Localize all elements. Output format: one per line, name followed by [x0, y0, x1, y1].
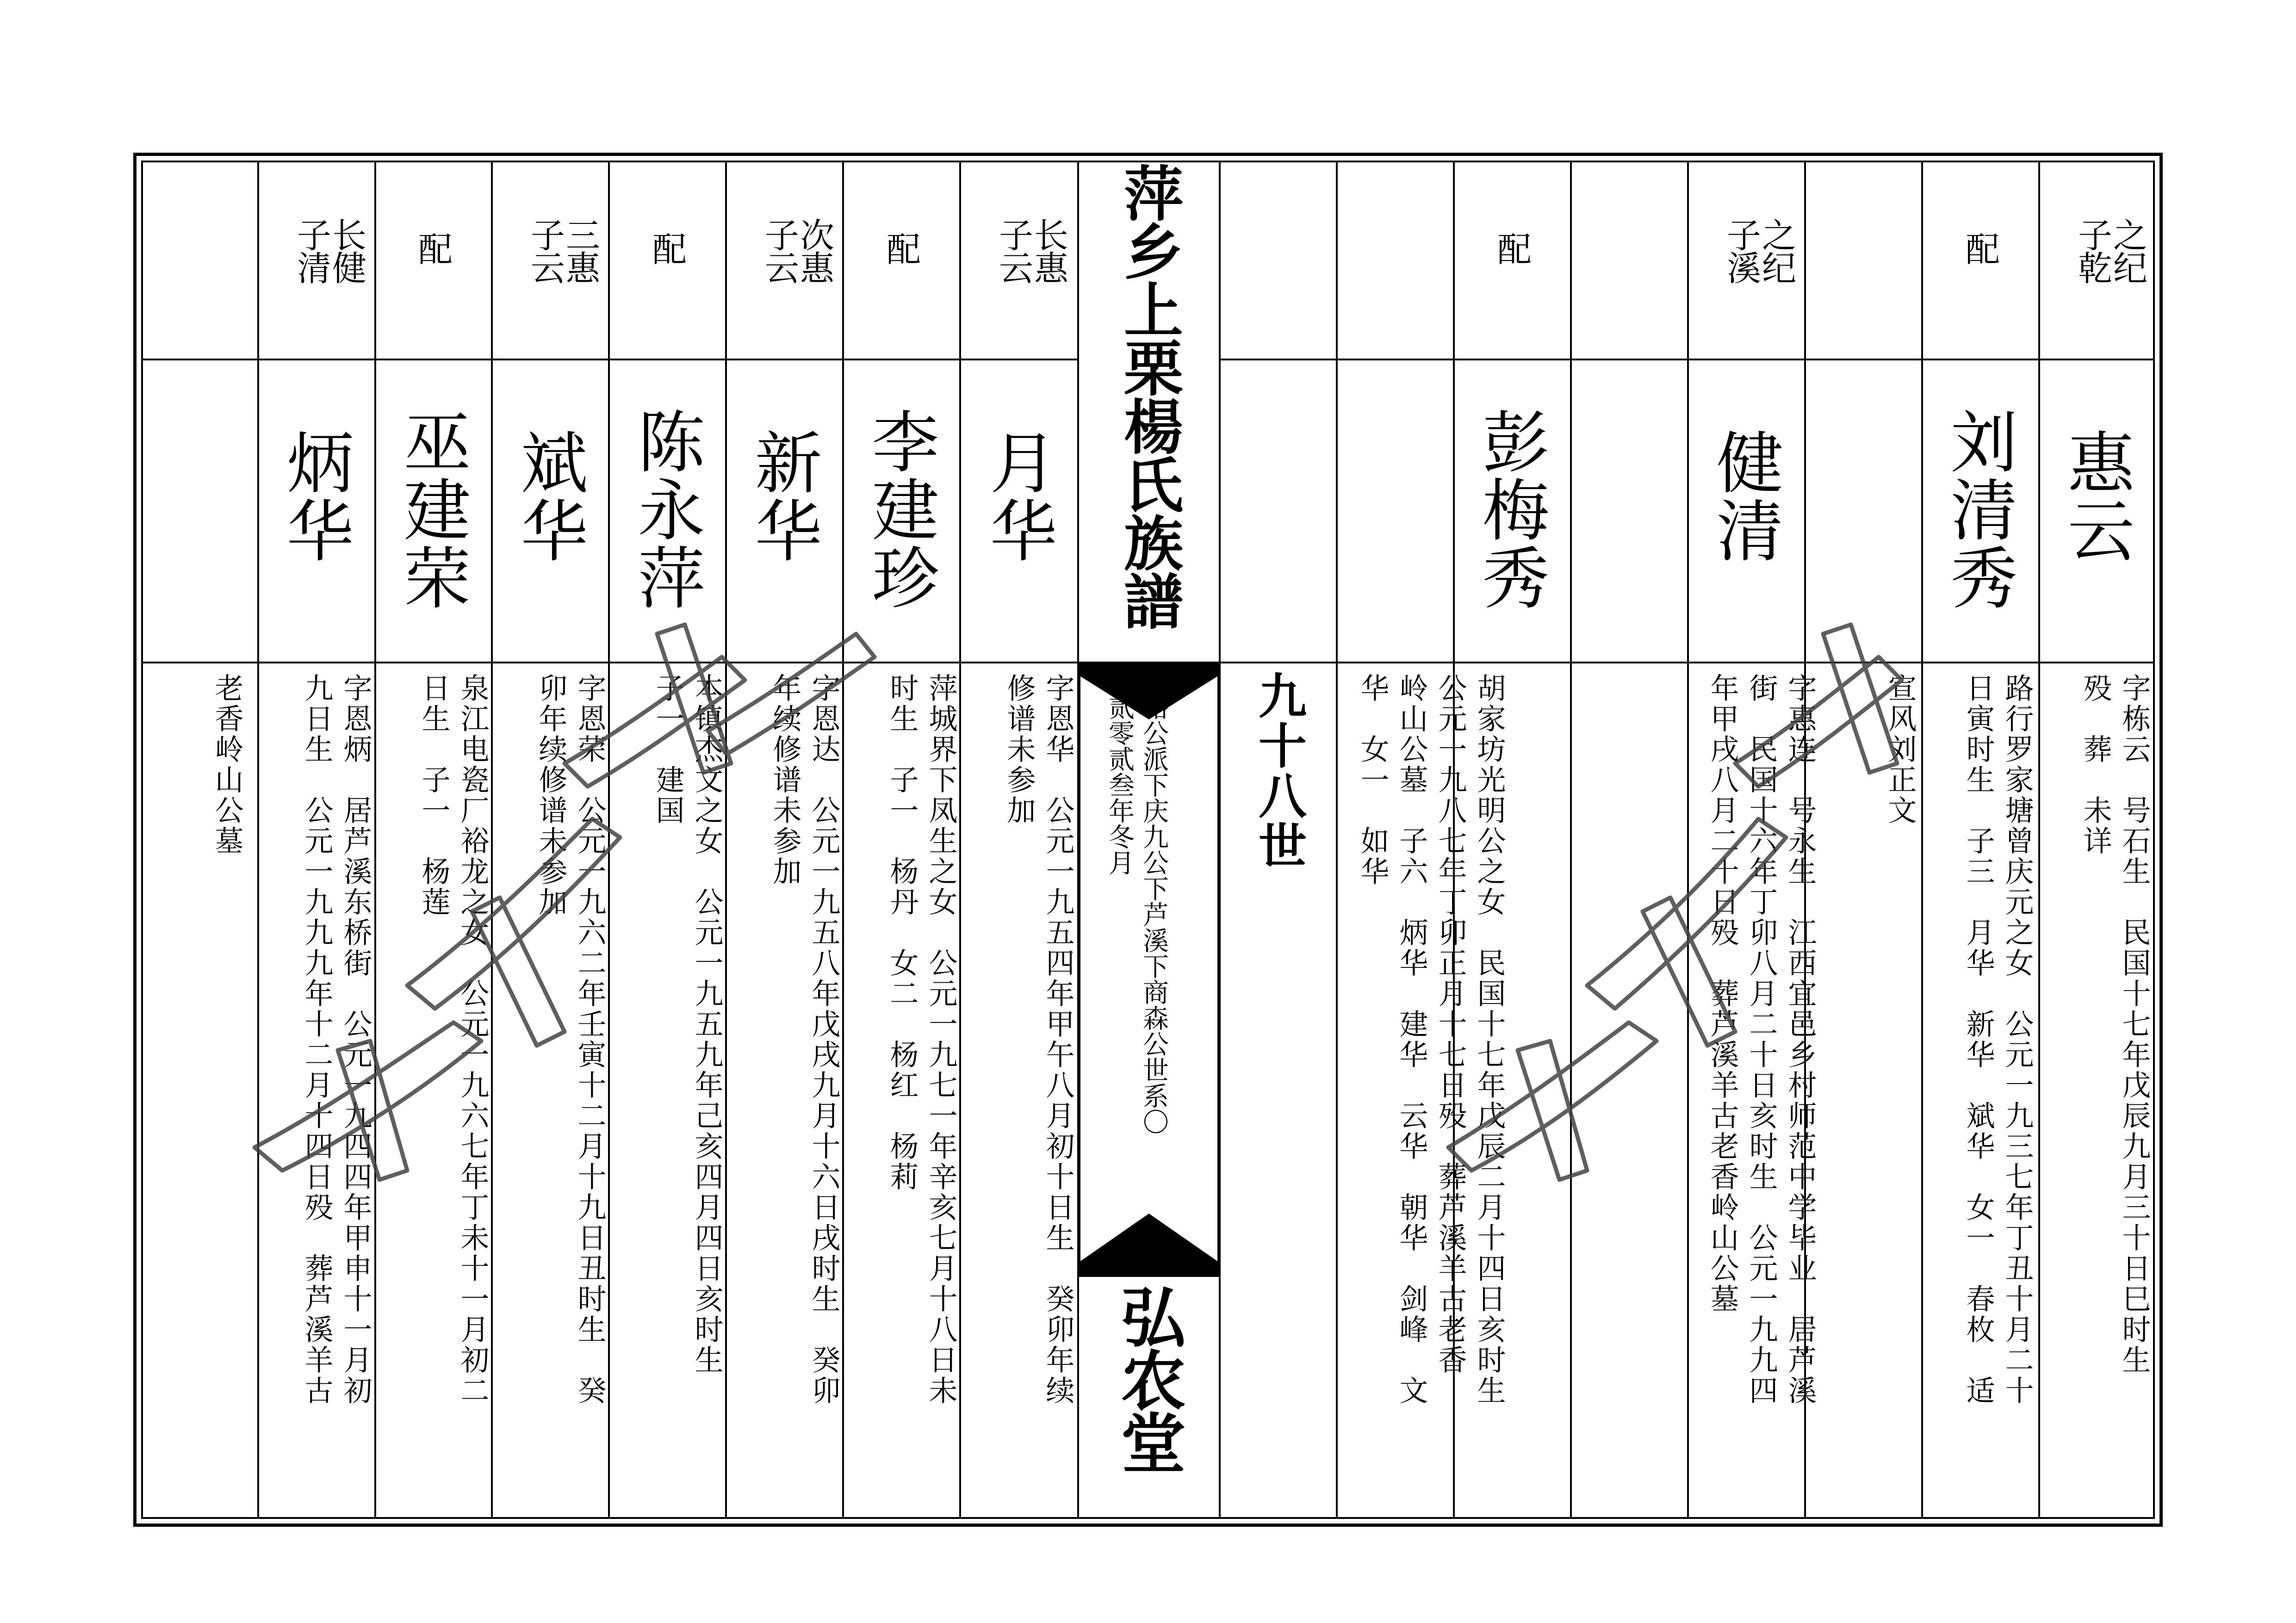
branch-line: 辂公派下庆九公下芦溪下商森公世系〇 [1139, 694, 1169, 1134]
bio-line: 老香岭山公墓 [210, 673, 244, 856]
branch-line: 贰零贰叁年冬月 [1105, 694, 1135, 875]
bio-line: 字恩华 公元一九五四年甲午八月初十日生 癸卯年续 [1041, 673, 1075, 1406]
column-divider [1336, 161, 1338, 1519]
column-divider [1219, 161, 1221, 1519]
generation-label: 九十八世 [1250, 671, 1307, 871]
person-name: 月华 [979, 428, 1057, 564]
bio-line: 字恩达 公元一九五八年戊戌九月十六日戌时生 癸卯 [807, 673, 841, 1406]
bio-line: 时生 子一 杨丹 女二 杨红 杨莉 [885, 673, 919, 1192]
bio-line: 公元一九八七年丁卯正月十七日殁 葬芦溪羊古老香 [1433, 673, 1467, 1375]
bio-line: 修谱未参加 [1002, 673, 1036, 826]
person-name: 陈永萍 [627, 407, 705, 611]
relation-label: 配 [1492, 231, 1532, 264]
bio-line: 年甲戌八月二十日殁 葬芦溪羊古老香岭山公墓 [1706, 673, 1739, 1314]
bio-line: 萍城界下凤生之女 公元一九七一年辛亥七月十八日未 [924, 673, 958, 1406]
bio-line: 宣风刘正文 [1883, 673, 1917, 826]
bio-line: 殁 葬 未详 [2079, 673, 2112, 856]
relation-label: 之纪 子溪 [1721, 217, 1796, 283]
bio-line: 街 民国十六年丁卯八月二十日亥时生 公元一九九四 [1744, 673, 1778, 1406]
bio-line: 日寅时生 子三 月华 新华 斌华 女一 春枚 适 [1961, 673, 1995, 1406]
bio-line: 字惠连 号永生 江西宜邑乡村师范中学毕业 居芦溪 [1783, 673, 1817, 1406]
relation-label: 配 [647, 231, 687, 264]
bio-line: 九日生 公元一九九九年十二月十四日殁 葬芦溪羊古 [300, 673, 334, 1406]
hall-name: 弘农堂 [1110, 1284, 1186, 1473]
relation-label: 配 [881, 231, 921, 264]
branch-note [1102, 694, 1171, 1134]
person-name: 斌华 [509, 428, 588, 564]
bio-line: 路行罗家塘曾庆元之女 公元一九三七年丁丑十月二十 [2000, 673, 2034, 1406]
bio-line: 卯年续修谱未参加 [534, 673, 568, 917]
bio-line: 字栋云 号石生 民国十七年戊辰九月三十日巳时生 [2117, 673, 2151, 1375]
bio-line: 字恩荣 公元一九六二年壬寅十二月十九日丑时生 癸 [573, 673, 607, 1406]
column-divider [2038, 161, 2040, 1519]
person-name: 炳华 [275, 428, 354, 564]
bio-line: 日生 子一 杨莲 [417, 673, 451, 917]
biography [999, 673, 1077, 1406]
person-name: 巫建荣 [392, 407, 471, 611]
relation-label: 配 [413, 231, 453, 264]
bio-line: 本镇杰文之女 公元一九五九年己亥四月四日亥时生 [690, 673, 724, 1375]
relation-label: 次惠 子云 [759, 217, 834, 283]
bio-line: 泉江电瓷厂裕龙之女 公元一九六七年丁未十一月初二 [456, 673, 490, 1406]
biography [2076, 673, 2153, 1375]
watermark-left [241, 578, 935, 1272]
person-name: 李建珍 [861, 407, 939, 611]
watermark-right [1434, 578, 1990, 1272]
person-name: 彭梅秀 [1471, 407, 1549, 611]
relation-label: 长惠 子云 [993, 217, 1068, 283]
relation-label: 三惠 子云 [525, 217, 600, 283]
person-name: 惠云 [2056, 428, 2135, 564]
bio-line: 胡家坊光明公之女 民国十七年戊辰二月十四日亥时生 [1472, 673, 1506, 1406]
person-name: 新华 [744, 428, 822, 564]
bio-line: 子一 建国 [651, 673, 685, 826]
bio-line: 华 女一 如华 [1356, 673, 1390, 887]
person-name: 健清 [1705, 428, 1783, 564]
relation-label: 长健 子清 [292, 217, 366, 283]
bio-line: 岭山公墓 子六 炳华 建华 云华 朝华 剑峰 文 [1395, 673, 1428, 1406]
row-divider-rel-left [141, 359, 1079, 360]
relation-label: 配 [1960, 231, 2000, 264]
bio-line: 年续修谱未参加 [768, 673, 802, 887]
bio-line: 字恩炳 居芦溪东桥街 公元一九四四年甲申十一月初 [339, 673, 372, 1406]
person-name: 刘清秀 [1939, 407, 2017, 611]
book-title: 萍乡上栗楊氏族譜 [1114, 163, 1183, 629]
relation-label: 之纪 子乾 [2073, 217, 2147, 283]
